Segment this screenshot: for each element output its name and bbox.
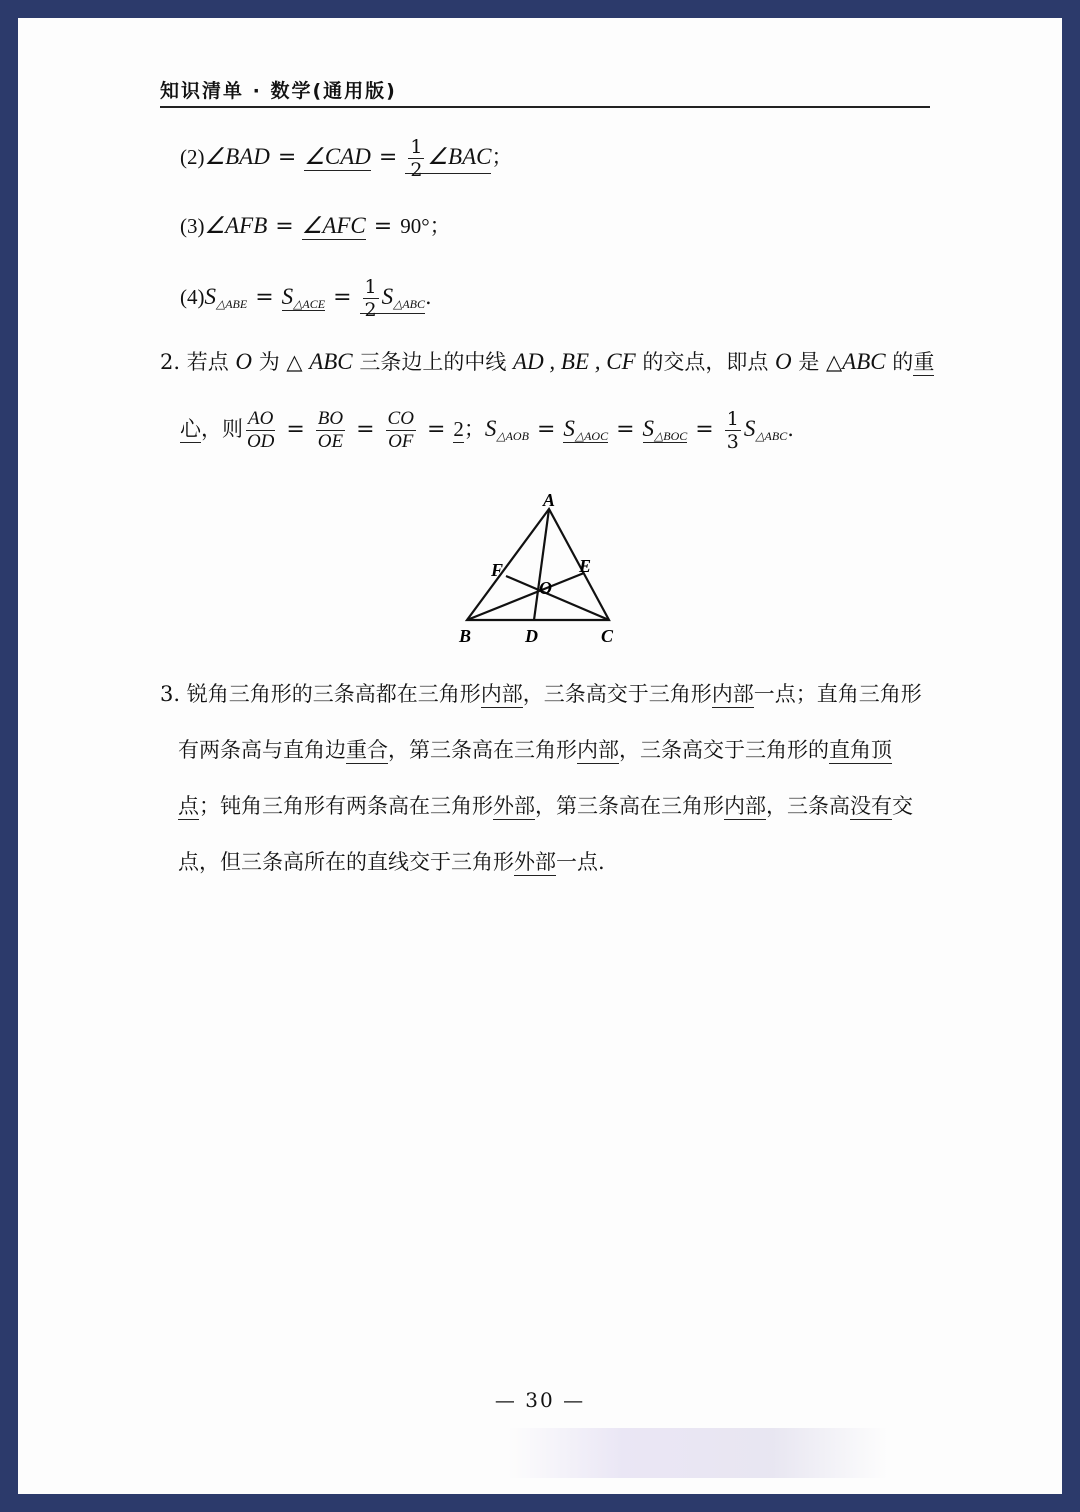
- item-3-angle-a: ∠AFB: [204, 213, 268, 238]
- watermark-smudge: [508, 1428, 888, 1478]
- section-2-area-aoc: $S_{\triangle AOC}$: [563, 416, 609, 443]
- triangle-medians-figure: [459, 490, 643, 666]
- item-3: (3)∠AFB = ∠AFC = 90°；: [180, 213, 451, 239]
- label-d: D: [525, 626, 538, 646]
- section-3: [160, 666, 948, 890]
- page-header: [160, 76, 930, 108]
- section-2-line-2: 心，则 $\frac{AO}{OD}$ = $\frac{BO}{OE}$ = $\frac{CO}{OF}$ = 2；$S_{\triangle AOB} = S_{\triangle AOC} = S_{\triangle BOC}$ = $\frac{1}{3}$ $S_{\triangle ABC}$.: [180, 408, 794, 453]
- item-4-answer: $S_{\triangle ACE}$: [281, 284, 326, 311]
- item-2-prefix: (2): [180, 145, 205, 169]
- section-2-answer: 重: [913, 350, 935, 374]
- section-3-line-4: 点，但三条高所在的直线交于三角形外部一点.: [178, 850, 605, 874]
- label-o: O: [539, 578, 552, 598]
- label-e: E: [579, 556, 592, 576]
- section-2-area-boc: $S_{\triangle BOC}$: [642, 416, 688, 443]
- header-title: 知识清单 · 数学(通用版): [160, 80, 397, 102]
- page-number: — 30 —: [494, 1388, 586, 1412]
- page: [18, 18, 1062, 1494]
- item-4-area-a: △ABE: [216, 297, 248, 311]
- item-4-answer-2: $\frac{1}{2}$ $S_{\triangle ABC}$: [360, 285, 426, 314]
- section-2-line-1: 2. 若点 O 为 △ ABC 三条边上的中线 AD , BE , CF 的交点，即点 O 是 △ABC 的重: [160, 349, 935, 374]
- section-3-line-1: 3. 锐角三角形的三条高都在三角形内部，三条高交于三角形内部一点；直角三角形: [160, 682, 922, 706]
- item-2-angle-a: ∠BAD: [204, 144, 270, 169]
- label-c: C: [601, 626, 614, 646]
- section-3-line-2: 有两条高与直角边重合，第三条高在三角形内部，三条高交于三角形的直角顶: [178, 738, 892, 762]
- item-2: (2)∠BAD = ∠CAD = $\frac{1}{2}$ ∠BAC；: [180, 136, 513, 181]
- label-a: A: [543, 490, 556, 510]
- item-3-degree: 90°: [400, 214, 430, 238]
- item-2-answer-2: $\frac{1}{2}$ ∠BAC: [405, 145, 491, 174]
- label-f: F: [491, 560, 504, 580]
- item-3-answer: ∠AFC: [301, 213, 366, 238]
- item-4-prefix: (4): [180, 285, 205, 309]
- section-2-ratio: 2: [453, 417, 464, 441]
- item-3-prefix: (3): [180, 214, 205, 238]
- item-2-answer: ∠CAD: [304, 144, 371, 169]
- item-4: $(4)S_{\triangle ABE} = S_{\triangle ACE}$ = $\frac{1}{2}$ $S_{\triangle ABC}$.: [180, 276, 432, 321]
- section-3-line-3: 点；钝角三角形有两条高在三角形外部，第三条高在三角形内部，三条高没有交: [178, 794, 913, 818]
- label-b: B: [459, 626, 472, 646]
